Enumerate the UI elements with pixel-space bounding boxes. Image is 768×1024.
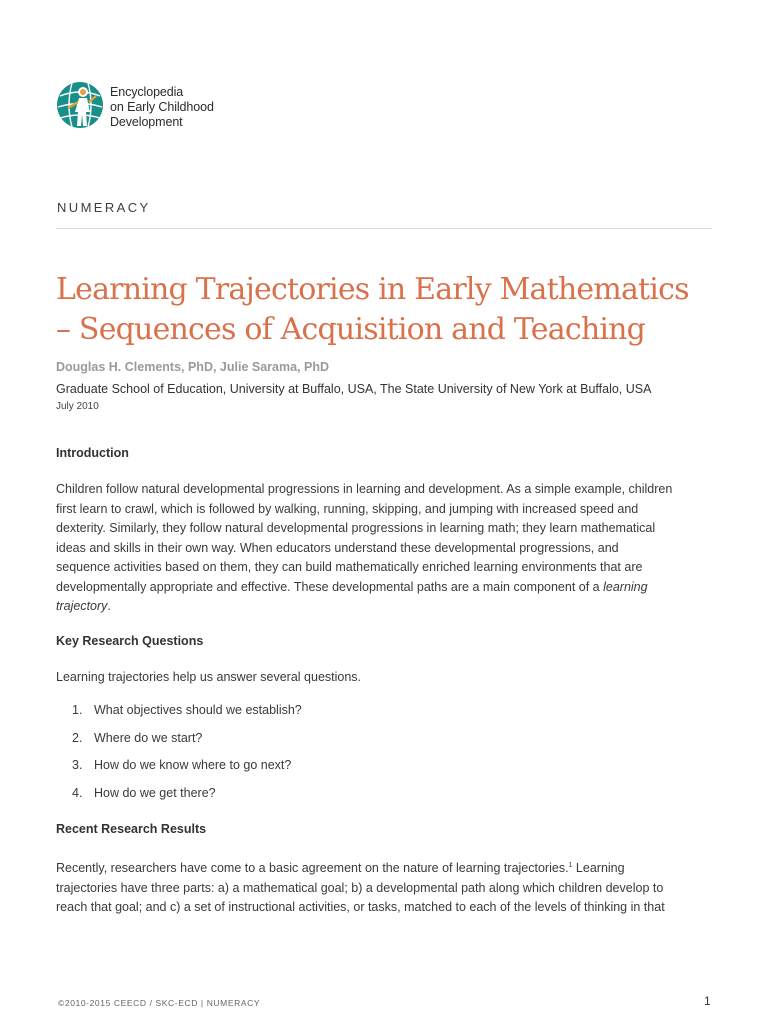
footnote-ref[interactable]: 1 <box>568 862 573 869</box>
list-number: 3. <box>72 758 83 772</box>
title-line-2: – Sequences of Acquisition and Teaching <box>56 312 646 347</box>
globe-child-logo-icon <box>56 78 104 136</box>
paragraph-line: first learn to crawl, which is followed by walking, running, skipping, and jumping with increased speed and <box>56 501 639 516</box>
page-title <box>56 270 736 350</box>
paragraph-line: trajectories have three parts: a) a mathematical goal; b) a developmental path along which children develop to <box>56 880 664 895</box>
list-item <box>72 758 302 786</box>
logo-line-2: on Early Childhood <box>110 99 214 114</box>
recent-results-heading: Recent Research Results <box>56 822 207 836</box>
title-line-1: Learning Trajectories in Early Mathematics <box>56 272 689 307</box>
paragraph-line: ideas and skills in their own way. When educators understand these developmental progressions, and <box>56 540 619 555</box>
footer-copyright: ©2010-2015 CEECD / SKC-ECD | NUMERACY <box>58 998 261 1008</box>
list-text: Where do we start? <box>94 730 203 745</box>
list-item <box>72 786 302 814</box>
list-number: 1. <box>72 703 83 717</box>
list-text: How do we get there? <box>94 785 216 800</box>
authors: Douglas H. Clements, PhD, Julie Sarama, PhD <box>56 360 329 374</box>
paragraph-line <box>56 597 716 617</box>
logo-line-1: Encyclopedia <box>110 84 184 99</box>
paragraph-line <box>56 578 716 598</box>
key-questions-intro: Learning trajectories help us answer several questions. <box>56 670 362 684</box>
paragraph-line: sequence activities based on them, they can build mathematically enriched learning environments that are <box>56 560 643 574</box>
emphasis-text: trajectory <box>56 599 108 613</box>
key-questions-heading: Key Research Questions <box>56 634 204 648</box>
list-item <box>72 731 302 759</box>
paragraph-text: Recently, researchers have come to a basic agreement on the nature of learning trajectories. <box>56 861 569 876</box>
paragraph-text: Learning <box>572 861 625 876</box>
list-text: How do we know where to go next? <box>94 758 292 772</box>
paragraph-line: reach that goal; and c) a set of instructional activities, or tasks, matched to each of the levels of thinking in that <box>56 900 665 915</box>
introduction-heading: Introduction <box>56 446 129 460</box>
paragraph-text: . <box>107 599 111 613</box>
list-item <box>72 703 302 731</box>
list-text: What objectives should we establish? <box>94 703 302 717</box>
introduction-paragraph <box>56 480 716 617</box>
emphasis-text: learning <box>603 579 648 594</box>
paragraph-text: developmentally appropriate and effective. These developmental paths are a main component of a <box>56 579 604 594</box>
section-label: NUMERACY <box>57 200 151 215</box>
list-number: 2. <box>72 730 83 745</box>
header-divider <box>56 228 712 229</box>
publication-date: July 2010 <box>56 401 99 412</box>
logo-line-3: Development <box>110 114 183 129</box>
paragraph-line: dexterity. Similarly, they follow natural developmental progressions in learning math; they learn mathematical <box>56 521 656 535</box>
logo-wordmark <box>110 85 214 130</box>
encyclopedia-logo <box>56 78 214 136</box>
affiliation: Graduate School of Education, University at Buffalo, USA, The State University of New York at Buffalo, USA <box>56 382 652 396</box>
list-number: 4. <box>72 785 83 800</box>
paragraph-line <box>56 856 716 879</box>
paragraph-line: Children follow natural developmental progressions in learning and development. As a simple example, children <box>56 482 673 496</box>
questions-list <box>72 703 302 813</box>
recent-results-paragraph <box>56 856 716 918</box>
page-number: 1 <box>704 994 711 1008</box>
